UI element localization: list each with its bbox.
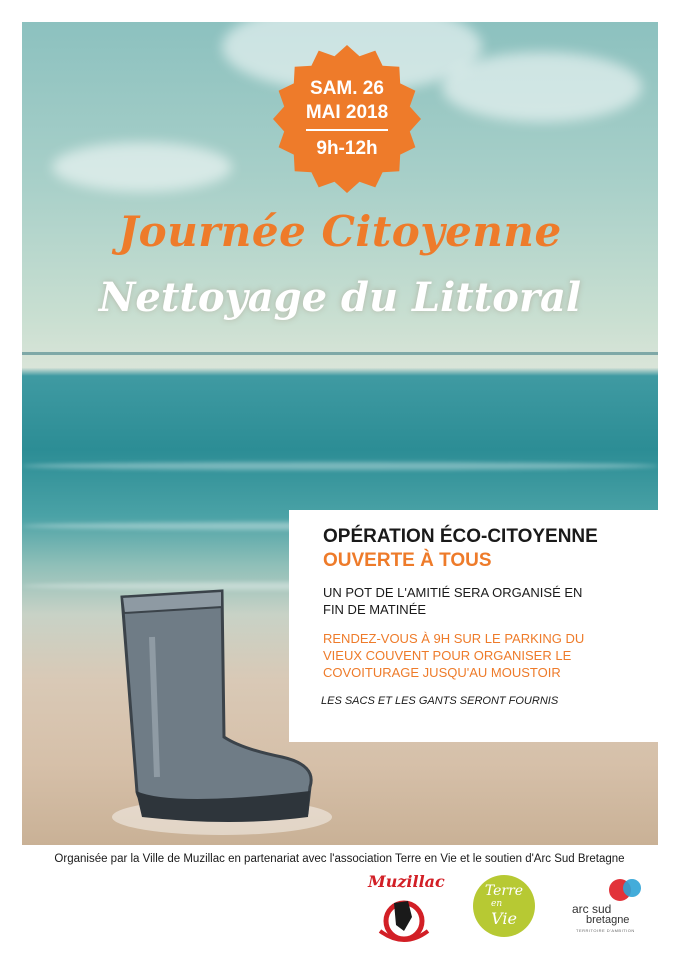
- horizon-line: [22, 352, 658, 355]
- badge-time: 9h-12h: [316, 138, 378, 159]
- date-badge: [272, 44, 422, 194]
- terre-logo-word1: Terre: [484, 883, 524, 899]
- organizers-text: Organisée par la Ville de Muzillac en partenariat avec l'association Terre en Vie et le soutien d'Arc Sud Bretagne: [54, 853, 625, 865]
- arc-logo-line1: arc sud: [572, 902, 612, 916]
- hearts-icon: [606, 876, 646, 906]
- badge-month-year: MAI 2018: [305, 102, 389, 123]
- wave: [22, 462, 658, 470]
- badge-day: SAM. 26: [310, 78, 384, 99]
- pot-text: UN POT DE L'AMITIÉ SERA ORGANISÉ EN FIN DE MATINÉE: [323, 585, 583, 617]
- arc-logo-line2: bretagne: [586, 914, 630, 926]
- arc-sud-bretagne-logo: [568, 876, 648, 936]
- operation-subheading: OUVERTE À TOUS: [323, 550, 492, 571]
- muzillac-logo-text: Muzillac: [368, 872, 445, 891]
- lion-crest-icon: [368, 891, 440, 949]
- supplies-text: LES SACS ET LES GANTS SERONT FOURNIS: [321, 695, 559, 707]
- terre-en-vie-logo: [471, 873, 537, 939]
- terre-logo-word3: Vie: [491, 909, 517, 928]
- event-subtitle: Nettoyage du Littoral: [98, 274, 582, 321]
- rendezvous-text: RENDEZ-VOUS À 9H SUR LE PARKING DU VIEUX COUVENT POUR ORGANISER LE COVOITURAGE JUSQU'AU MOUSTOIR: [323, 631, 585, 680]
- terre-logo-word2: en: [491, 899, 503, 909]
- arc-logo-tagline: TERRITOIRE D'AMBITION: [576, 928, 635, 933]
- muzillac-logo: [368, 872, 445, 952]
- cloud: [442, 52, 642, 122]
- cloud: [52, 142, 232, 192]
- badge-divider: [306, 129, 388, 131]
- info-box: [289, 510, 658, 742]
- event-title: Journée Citoyenne: [118, 207, 562, 256]
- poster-photo: [22, 22, 658, 845]
- operation-heading: OPÉRATION ÉCO-CITOYENNE: [323, 526, 598, 547]
